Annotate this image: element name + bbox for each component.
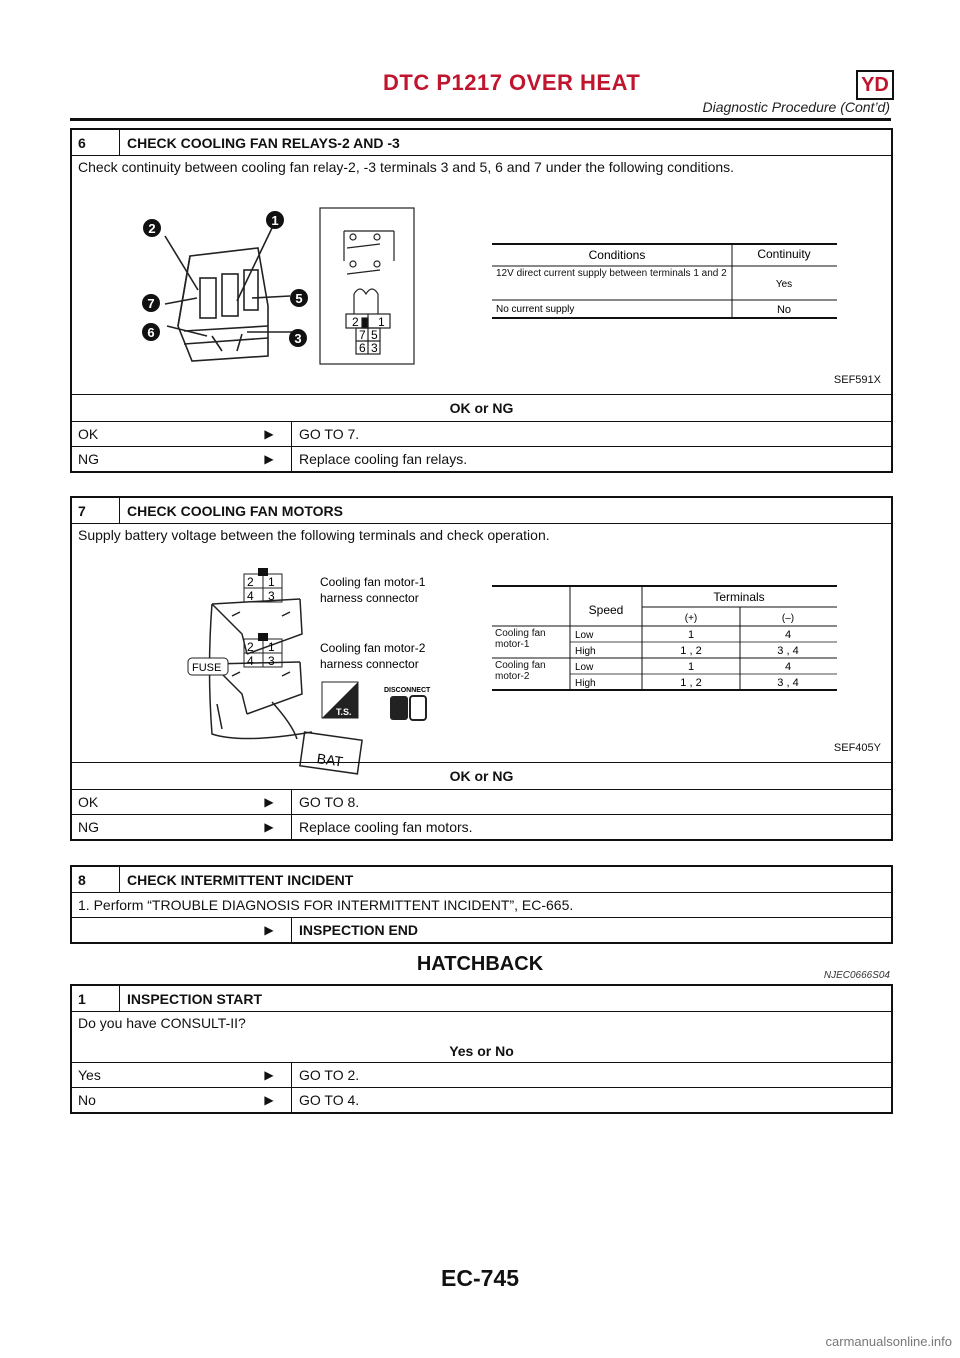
step-7-body — [72, 523, 891, 770]
battery-label: BAT — [315, 750, 345, 770]
step-number: 1 — [72, 986, 120, 1011]
question-row: OK or NG — [72, 762, 891, 789]
header-rule — [70, 118, 891, 121]
model-badge: YD — [856, 70, 894, 100]
result-action: INSPECTION END — [291, 918, 418, 942]
question-row: OK or NG — [72, 394, 891, 421]
conn2-term-1: 1 — [268, 640, 275, 654]
step-8-block — [70, 865, 893, 944]
table-header-conditions: Conditions — [588, 248, 646, 262]
question-text: Yes or No — [449, 1043, 514, 1059]
m2-low-speed: Low — [575, 662, 594, 673]
sch-term-1: 1 — [378, 315, 385, 329]
m1-low-plus: 1 — [687, 629, 695, 641]
step-6-block — [70, 128, 893, 473]
page-number: EC-745 — [441, 1265, 519, 1291]
sch-term-7: 7 — [359, 328, 366, 342]
step-8-title-row — [72, 867, 891, 892]
step-number: 8 — [72, 867, 120, 892]
callout-terminal-1: 1 — [271, 213, 279, 228]
relay-drawing — [165, 228, 294, 361]
callout-terminal-2: 2 — [148, 221, 156, 236]
step-number: 7 — [72, 498, 120, 523]
minus-header: (–) — [781, 613, 795, 624]
m2-low-minus: 4 — [784, 661, 792, 673]
result-row-no — [72, 1087, 891, 1112]
result-row-ng — [72, 446, 891, 471]
arrow-icon: ▶ — [264, 452, 274, 466]
result-row-yes — [72, 1062, 891, 1087]
arrow-icon: ▶ — [264, 427, 274, 441]
result-key: NG — [78, 451, 99, 467]
step-1-title-row — [72, 986, 891, 1011]
m2-high-minus: 3 , 4 — [777, 677, 799, 689]
arrow-icon: ▶ — [264, 820, 274, 834]
continuity-cell-2: No — [776, 304, 792, 316]
step-title: CHECK INTERMITTENT INCIDENT — [127, 871, 354, 888]
motor-1-connector — [244, 568, 282, 603]
result-action: Replace cooling fan relays. — [291, 447, 467, 471]
fan-motor-figure — [72, 554, 882, 770]
step-1-body — [72, 1011, 891, 1062]
result-row-ok — [72, 789, 891, 814]
conn2-term-2: 2 — [247, 640, 254, 654]
conn1-term-3: 3 — [268, 589, 275, 603]
speed-header: Speed — [588, 603, 624, 617]
step-1-block — [70, 984, 893, 1114]
result-key: No — [78, 1092, 96, 1108]
section-code: NJEC0666S04 — [823, 970, 890, 981]
watermark: carmanualsonline.info — [825, 1334, 952, 1349]
m2-high-speed: High — [575, 678, 596, 689]
m1-high-speed: High — [575, 646, 596, 657]
result-action: GO TO 7. — [291, 422, 359, 446]
fuse-label: FUSE — [192, 662, 222, 674]
m1-low-speed: Low — [575, 630, 594, 641]
sch-term-6: 6 — [359, 341, 366, 355]
condition-cell-1: 12V direct current supply between terminals 1 and 2 — [496, 268, 727, 279]
m1-low-minus: 4 — [784, 629, 792, 641]
terminals-table — [492, 586, 837, 690]
group-motor-2: Cooling fan motor-2 — [495, 660, 546, 682]
sch-term-2: 2 — [352, 315, 359, 329]
result-action: Replace cooling fan motors. — [291, 815, 473, 839]
conn2-term-3: 3 — [268, 654, 275, 668]
step-title: CHECK COOLING FAN MOTORS — [127, 502, 343, 519]
terminals-header: Terminals — [713, 590, 765, 604]
conditions-table — [492, 244, 837, 318]
disconnect-icon — [384, 687, 431, 720]
figure-code: SEF405Y — [833, 742, 881, 754]
arrow-icon: ▶ — [264, 923, 274, 937]
result-key: Yes — [78, 1067, 101, 1083]
page-subtitle: Diagnostic Procedure (Cont’d) — [702, 99, 890, 115]
result-row-ng — [72, 814, 891, 839]
step-7-block — [70, 496, 893, 841]
result-action: GO TO 4. — [291, 1088, 359, 1112]
sch-term-5: 5 — [371, 328, 378, 342]
m1-high-plus: 1 , 2 — [680, 645, 702, 657]
relay-figure — [72, 186, 882, 376]
disconnect-label: DISCONNECT — [384, 687, 431, 694]
result-key: OK — [78, 426, 99, 442]
m2-low-plus: 1 — [687, 661, 695, 673]
step-number: 6 — [72, 130, 120, 155]
group-motor-1: Cooling fan motor-1 — [495, 628, 546, 650]
instruction-text: 1. Perform “TROUBLE DIAGNOSIS FOR INTERMITTENT INCIDENT”, EC-665. — [72, 892, 891, 917]
step-7-title-row — [72, 498, 891, 523]
result-key: NG — [78, 819, 99, 835]
continuity-cell-1: Yes — [775, 279, 793, 290]
condition-cell-2: No current supply — [496, 304, 575, 315]
label-harness-2: harness connector — [320, 657, 419, 671]
table-header-continuity: Continuity — [757, 247, 811, 261]
instruction-text: Do you have CONSULT-II? — [78, 1015, 246, 1031]
step-6-title-row — [72, 130, 891, 155]
callout-terminal-3: 3 — [294, 331, 302, 346]
result-row-ok — [72, 421, 891, 446]
instruction-text: Supply battery voltage between the following terminals and check operation. — [78, 527, 550, 543]
figure-labels — [188, 575, 426, 770]
m2-high-plus: 1 , 2 — [680, 677, 702, 689]
label-motor-2: Cooling fan motor-2 — [320, 641, 426, 655]
result-action: GO TO 2. — [291, 1063, 359, 1087]
ts-label: T.S. — [336, 707, 352, 717]
result-action: GO TO 8. — [291, 790, 359, 814]
arrow-icon: ▶ — [264, 795, 274, 809]
plus-header: (+) — [684, 613, 698, 624]
m1-high-minus: 3 , 4 — [777, 645, 799, 657]
result-row-end — [72, 917, 891, 942]
step-title: INSPECTION START — [127, 990, 263, 1007]
label-motor-1: Cooling fan motor-1 — [320, 575, 426, 589]
section-heading: HATCHBACK — [416, 953, 544, 975]
figure-code: SEF591X — [833, 374, 881, 386]
conn2-term-4: 4 — [247, 654, 254, 668]
callout-terminal-7: 7 — [147, 296, 155, 311]
sch-term-3: 3 — [371, 341, 378, 355]
relay-schematic — [320, 208, 414, 364]
arrow-icon: ▶ — [264, 1093, 274, 1107]
callout-terminal-6: 6 — [147, 325, 155, 340]
callout-terminal-5: 5 — [295, 291, 303, 306]
conn1-term-1: 1 — [268, 575, 275, 589]
instruction-text: Check continuity between cooling fan relay-2, -3 terminals 3 and 5, 6 and 7 under the following conditions. — [78, 159, 735, 175]
step-title: CHECK COOLING FAN RELAYS-2 AND -3 — [127, 134, 400, 151]
step-6-body — [72, 155, 891, 394]
result-key: OK — [78, 794, 99, 810]
conn1-term-2: 2 — [247, 575, 254, 589]
ts-icon — [322, 682, 358, 718]
label-harness-1: harness connector — [320, 591, 419, 605]
page-title: DTC P1217 OVER HEAT — [383, 70, 641, 95]
arrow-icon: ▶ — [264, 1068, 274, 1082]
conn1-term-4: 4 — [247, 589, 254, 603]
